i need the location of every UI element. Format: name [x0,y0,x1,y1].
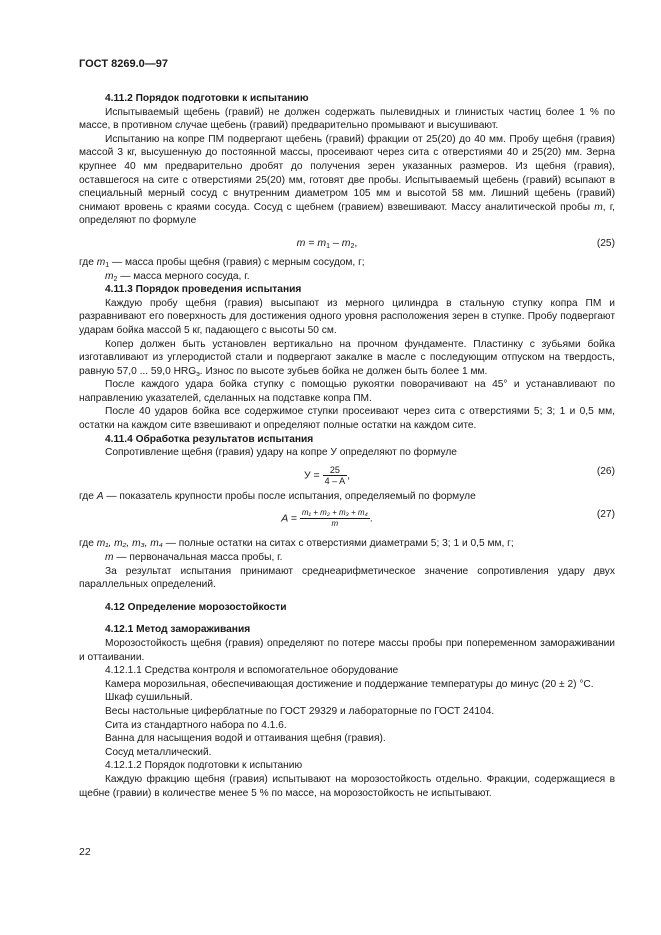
subsection-heading: 4.12.1.2 Порядок подготовки к испытанию [105,760,303,772]
equipment-item: Сита из стандартного набора по 4.1.6. [105,719,287,731]
formula-number: (26) [596,465,615,477]
paragraph: Каждую фракцию щебня (гравия) испытывают на морозостойкость отдельно. Фракции, содержащиеся в щебне (гравии) в количестве менее 5 % по массе, на морозостойкость не испытывают. [79,773,615,799]
section-heading-4-12-1: 4.12.1 Метод замораживания [105,624,251,636]
equipment-item: Весы настольные циферблатные по ГОСТ 29329 и лабораторные по ГОСТ 24104. [105,705,495,717]
paragraph: Каждую пробу щебня (гравия) высыпают из мерного цилиндра в стальную ступку копра ПМ и разравнивают его поверхность для достижения одного уровня расположения зерен в ступке. Пробу подвергают ударам бойка массой 5 кг, падающего с высоты 50 см. [79,297,615,336]
page-content [79,92,615,800]
where-clause: m — первоначальная масса пробы, г. [105,552,283,564]
equipment-item: Сосуд металлический. [105,746,212,758]
subsection-heading: 4.12.1.1 Средства контроля и вспомогательное оборудование [105,665,399,677]
equipment-item: Ванна для насыщения водой и оттаивания щебня (гравия). [105,733,386,745]
section-heading-4-11-4: 4.11.4 Обработка результатов испытания [105,433,314,445]
equipment-item: Шкаф сушильный. [105,692,193,704]
formula-25: $m = m_1 - m_2$, (25) [296,236,615,250]
paragraph: После 40 ударов бойка все содержимое ступки просеивают через сита с отверстиями 5; 3; 1 и 0,5 мм, остатки на каждом сите взвешивают и определяют полные остатки на каждом сите. [79,406,615,432]
formula-number: (25) [596,237,615,249]
where-clause: $m_2$ — масса мерного сосуда, г. [105,270,250,283]
paragraph: Испытываемый щебень (гравий) не должен содержать пылевидных и глинистых частиц более 1 % по массе, в противном случае щебень (гравий) предварительно промывают и высушивают. [79,106,615,132]
page-number: 22 [79,846,91,858]
where-clause: где $m_1$ — масса пробы щебня (гравия) с мерным сосудом, г; [79,256,365,269]
formula-26: У = $\frac{25}{4 - A}$ , (26) [303,464,615,486]
section-heading-4-11-3: 4.11.3 Порядок проведения испытания [105,284,302,296]
equipment-item: Камера морозильная, обеспечивающая достижение и поддержание температуры до минус (20 ± 2) °С. [105,678,594,690]
paragraph: Копер должен быть установлен вертикально на прочном фундаменте. Пластинку с зубьями бойка изготавливают из углеродистой стали и подвергают закалке в масле с последующим отпуском на твердость, равную 57,0 ... 59,0 $HRG_э$. Износ по высоте зубьев бойка не должен быть более 1 мм. [79,338,615,378]
where-clause: где m₁, m₂, m₃, m₄ — полные остатки на ситах с отверстиями диаметрами 5; 3; 1 и 0,5 мм, г; [79,538,514,550]
paragraph: Сопротивление щебня (гравия) удару на копре У определяют по формуле [105,447,457,459]
section-heading-4-11-2: 4.11.2 Порядок подготовки к испытанию [105,93,309,104]
paragraph: Морозостойкость щебня (гравия) определяют по потере массы пробы при попеременном замораживании и оттаивании. [79,638,615,663]
formula-number: (27) [596,509,615,521]
paragraph: Испытанию на копре ПМ подвергают щебень (гравий) фракции от 25(20) до 40 мм. Пробу щебня (гравия) массой 3 кг, высушенную до постоянной массы, просеивают через сита с отверстиями 40 и 25(20) мм. Зерна крупнее 40 мм предварительно дробят до получения зерен указанных размеров. Из щебня (гравия), оставшегося на сите с отверстиями 25(20) мм, готовят две пробы. Испытываемый щебень (гравий) всыпают в специальный мерный сосуд с внутренним диаметром 105 мм и высотой 58 мм. Лишний щебень (гравий) снимают вровень с краями сосуда. Сосуд с щебнем (гравием) взвешивают. Массу аналитической пробы m, г, определяют по формуле [79,133,615,227]
section-heading-4-12: 4.12 Определение морозостойкости [105,601,287,613]
paragraph: За результат испытания принимают среднеарифметическое значение сопротивления удару двух параллельных определений. [79,565,615,591]
paragraph: После каждого удара бойка ступку с помощью рукоятки поворачивают на 45° и устанавливают по направлению указателей, сделанных на подставке копра ПМ. [79,379,615,404]
document-code-header: ГОСТ 8269.0—97 [79,58,168,70]
where-clause: где A — показатель крупности пробы после испытания, определяемый по формуле [79,490,476,502]
formula-27: A = $\frac{\text{m₁ + m₂ + m₃ + m₄}}{m}$ . (27) [281,508,615,529]
